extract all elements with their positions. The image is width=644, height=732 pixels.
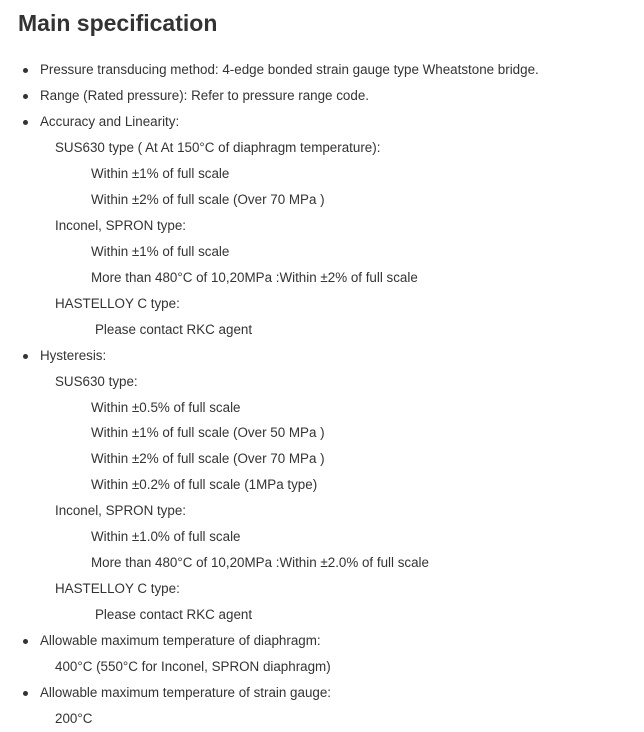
hysteresis-group-hastelloy-label: HASTELLOY C type: <box>55 581 180 596</box>
spec-item-range: Range (Rated pressure): Refer to pressure range code. <box>40 88 369 103</box>
hysteresis-inconel-value: Within ±1.0% of full scale <box>91 529 241 544</box>
strain-gauge-temp-value: 200°C <box>55 711 93 726</box>
bullet-icon <box>23 68 28 73</box>
hysteresis-inconel-value: More than 480°C of 10,20MPa :Within ±2.0% of full scale <box>91 555 429 570</box>
spec-item-diaphragm-temp: Allowable maximum temperature of diaphragm: <box>40 633 321 648</box>
accuracy-sus630-value: Within ±1% of full scale <box>91 166 230 181</box>
accuracy-inconel-value: More than 480°C of 10,20MPa :Within ±2% of full scale <box>91 270 418 285</box>
accuracy-hastelloy-value: Please contact RKC agent <box>95 322 253 337</box>
page-title: Main specification <box>18 10 218 36</box>
accuracy-group-sus630-label: SUS630 type ( At At 150°C of diaphragm temperature): <box>55 140 381 155</box>
bullet-icon <box>23 691 28 696</box>
bullet-icon <box>23 639 28 644</box>
hysteresis-group-inconel-label: Inconel, SPRON type: <box>55 503 186 518</box>
accuracy-group-inconel-label: Inconel, SPRON type: <box>55 218 186 233</box>
hysteresis-sus630-value: Within ±1% of full scale (Over 50 MPa ) <box>91 425 325 440</box>
accuracy-sus630-value: Within ±2% of full scale (Over 70 MPa ) <box>91 192 325 207</box>
spec-item-strain-gauge-temp: Allowable maximum temperature of strain gauge: <box>40 685 332 700</box>
hysteresis-group-sus630-label: SUS630 type: <box>55 374 138 389</box>
spec-item-hysteresis: Hysteresis: <box>40 348 107 363</box>
spec-item-pressure-method: Pressure transducing method: 4-edge bonded strain gauge type Wheatstone bridge. <box>40 62 539 77</box>
bullet-icon <box>23 120 28 125</box>
accuracy-inconel-value: Within ±1% of full scale <box>91 244 230 259</box>
bullet-icon <box>23 94 28 99</box>
hysteresis-hastelloy-value: Please contact RKC agent <box>95 607 253 622</box>
spec-item-accuracy: Accuracy and Linearity: <box>40 114 180 129</box>
diaphragm-temp-value: 400°C (550°C for Inconel, SPRON diaphragm) <box>55 659 331 674</box>
accuracy-group-hastelloy-label: HASTELLOY C type: <box>55 296 180 311</box>
hysteresis-sus630-value: Within ±0.5% of full scale <box>91 400 241 415</box>
hysteresis-sus630-value: Within ±0.2% of full scale (1MPa type) <box>91 477 318 492</box>
bullet-icon <box>23 354 28 359</box>
hysteresis-sus630-value: Within ±2% of full scale (Over 70 MPa ) <box>91 451 325 466</box>
